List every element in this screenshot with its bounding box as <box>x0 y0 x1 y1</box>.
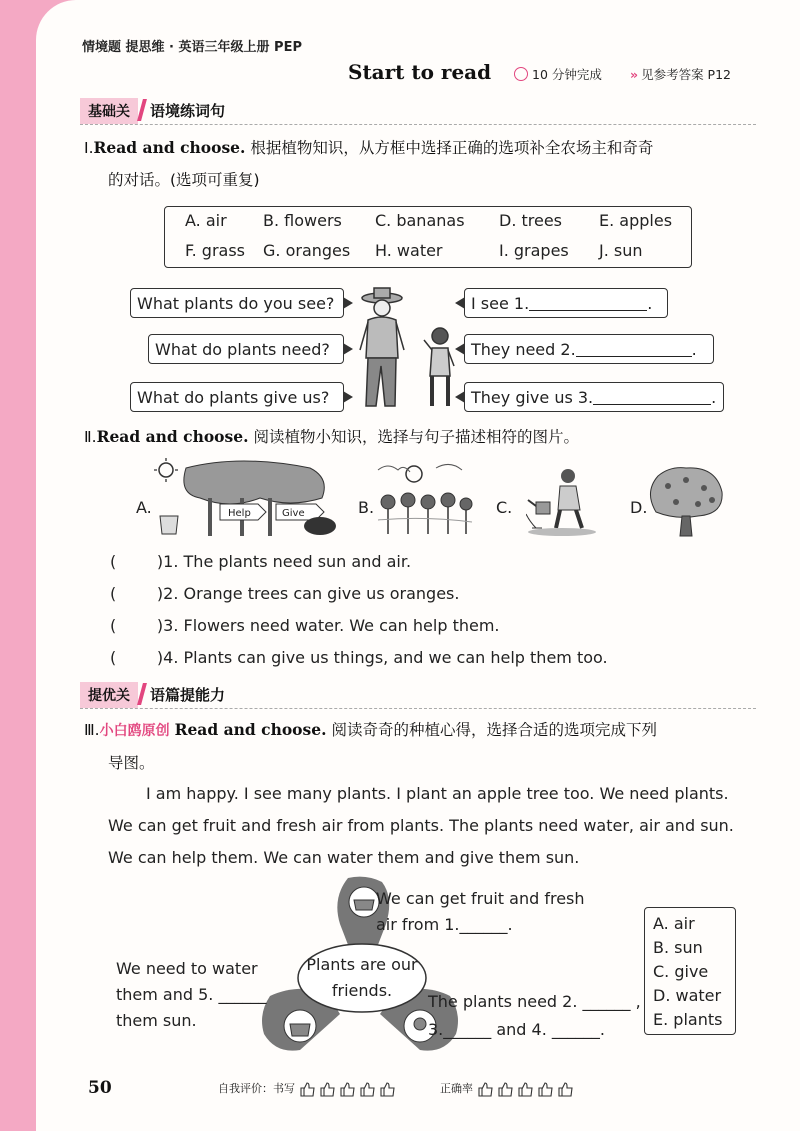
q2-instr: 阅读植物小知识，选择与句子描述相符的图片。 <box>253 428 579 446</box>
timer-text: 10 分钟完成 <box>532 67 602 82</box>
statement-text: The plants need sun and air. <box>183 552 412 571</box>
option: C. bananas <box>375 211 465 230</box>
sun-icon <box>159 463 173 477</box>
workbook-page <box>36 0 800 1131</box>
option: F. grass <box>185 241 246 260</box>
statement-text: Orange trees can give us oranges. <box>183 584 460 603</box>
q2-number: Ⅱ. <box>84 428 97 446</box>
left-branch-text <box>116 956 266 1034</box>
level-title: 语篇提能力 <box>150 686 226 704</box>
q3-number: Ⅲ. <box>84 721 100 739</box>
q1-instruction <box>84 132 764 196</box>
options-box <box>164 206 692 268</box>
q3-instr-1: 阅读奇奇的种植心得，选择合适的选项完成下列 <box>331 721 657 739</box>
answer-blank-3[interactable] <box>593 388 711 405</box>
q1-instr-2: 的对话。(选项可重复) <box>108 171 260 189</box>
self-evaluation <box>218 1080 399 1097</box>
level-tag: 提优关 <box>80 682 138 708</box>
sign-help: Help <box>228 508 251 519</box>
bubble-end: . <box>691 340 697 359</box>
statement-row <box>110 552 411 571</box>
right-text-2: 3.______ and 4. ______. <box>428 1020 605 1039</box>
qiqi-answer-3 <box>464 382 724 412</box>
potted-plants-icon <box>290 1024 310 1036</box>
left-text-1: We need to water <box>116 959 258 978</box>
q1-number: Ⅰ. <box>84 139 94 157</box>
q3-head: Read and choose. <box>174 720 327 739</box>
sunflower-icon <box>414 1018 426 1030</box>
level-divider <box>137 683 147 705</box>
picture-label-a: A. <box>136 498 152 517</box>
option: A. air <box>185 211 227 230</box>
answer-blank-2[interactable] <box>576 340 692 357</box>
statement-row <box>110 584 459 603</box>
statement-row <box>110 616 500 635</box>
timer-note <box>514 65 602 83</box>
option: J. sun <box>599 241 643 260</box>
page-number: 50 <box>88 1078 112 1098</box>
q3-instruction <box>84 714 764 779</box>
level-title: 语境练词句 <box>150 102 226 120</box>
bubble-text: What do plants give us? <box>137 388 330 407</box>
q2-instruction <box>84 421 764 453</box>
top-branch-text <box>376 886 585 938</box>
picture-a-help-give <box>150 458 336 538</box>
choice: C. give <box>653 962 709 981</box>
level-basic-header <box>80 98 756 125</box>
choice: B. sun <box>653 938 703 957</box>
bubble-text: I see 1. <box>471 294 530 313</box>
original-badge: 小白鸥原创 <box>99 723 170 739</box>
option: B. flowers <box>263 211 342 230</box>
q2-head: Read and choose. <box>96 427 249 446</box>
thumbs-up-icons[interactable] <box>299 1081 399 1097</box>
bubble-text: They give us 3. <box>471 388 594 407</box>
bubble-text: What plants do you see? <box>137 294 335 313</box>
top-text-2: air from 1.______. <box>376 915 513 934</box>
statement-text: Plants can give us things, and we can help them too. <box>183 648 608 667</box>
picture-b-sunflowers <box>374 460 474 536</box>
option: I. grapes <box>499 241 569 260</box>
answer-paren[interactable]: ( ) <box>110 552 164 571</box>
accuracy-rating <box>440 1080 577 1097</box>
option: G. oranges <box>263 241 351 260</box>
answer-paren[interactable]: ( ) <box>110 616 164 635</box>
q1-head: Read and choose. <box>93 138 246 157</box>
double-chevron-icon: » <box>630 67 639 82</box>
center-text: Plants are our friends. <box>306 955 418 1000</box>
farmer-question-3 <box>130 382 344 412</box>
statement-num: 2. <box>163 584 179 603</box>
right-branch-text <box>428 988 641 1044</box>
level-tag: 基础关 <box>80 98 138 124</box>
statement-text: Flowers need water. We can help them. <box>183 616 500 635</box>
level-advanced-header <box>80 682 756 709</box>
choices-box <box>644 907 736 1035</box>
page-title: Start to read <box>348 60 492 84</box>
answer-blank-1[interactable] <box>529 294 647 311</box>
reading-passage: I am happy. I see many plants. I plant an apple tree too. We need plants. We can get fruit and fresh air from plants. The plants need water, air and sun. We can help them. We can water them and give them sun. <box>108 784 734 867</box>
bubble-tail <box>343 297 353 309</box>
answer-ref-text: 见参考答案 P12 <box>641 67 731 82</box>
answer-ref <box>630 65 731 83</box>
farmer-question-2 <box>148 334 344 364</box>
statement-row <box>110 648 608 667</box>
sign-give: Give <box>282 508 305 519</box>
farmer-figure <box>360 288 404 406</box>
statement-num: 3. <box>163 616 179 635</box>
clock-icon <box>514 67 528 81</box>
picture-d-orange-tree <box>646 462 726 538</box>
statement-num: 4. <box>163 648 179 667</box>
bubble-end: . <box>647 294 653 313</box>
option: H. water <box>375 241 443 260</box>
left-text-2: them and 5. ______ <box>116 985 267 1004</box>
series-title: 情境题 提思维 · 英语三年级上册 PEP <box>82 40 302 55</box>
q1-instr-1: 根据植物知识，从方框中选择正确的选项补全农场主和奇奇 <box>250 139 654 157</box>
top-text-1: We can get fruit and fresh <box>376 889 585 908</box>
choice: A. air <box>653 914 695 933</box>
bubble-tail <box>343 391 353 403</box>
option: D. trees <box>499 211 563 230</box>
qiqi-answer-2 <box>464 334 714 364</box>
thumbs-up-icons[interactable] <box>477 1081 577 1097</box>
qiqi-answer-1 <box>464 288 668 318</box>
choice: D. water <box>653 986 722 1005</box>
farmer-question-1 <box>130 288 344 318</box>
self-eval-label: 自我评价：书写 <box>218 1082 295 1095</box>
right-text-1: The plants need 2. ______ , <box>428 992 641 1011</box>
level-divider <box>137 99 147 121</box>
picture-label-d: D. <box>630 498 648 517</box>
bubble-end: . <box>711 388 717 407</box>
accuracy-label: 正确率 <box>440 1082 473 1095</box>
answer-paren[interactable]: ( ) <box>110 584 164 603</box>
picture-label-c: C. <box>496 498 513 517</box>
bubble-text: They need 2. <box>471 340 576 359</box>
bubble-text: What do plants need? <box>155 340 330 359</box>
q3-instr-2: 导图。 <box>108 754 155 772</box>
fruit-basket-icon <box>354 900 374 910</box>
left-text-3: them sun. <box>116 1011 197 1030</box>
bubble-tail <box>343 343 353 355</box>
answer-paren[interactable]: ( ) <box>110 648 164 667</box>
farmer-and-boy-illustration <box>354 286 464 414</box>
option: E. apples <box>599 211 673 230</box>
picture-c-watering <box>526 466 598 536</box>
statement-num: 1. <box>163 552 179 571</box>
picture-label-b: B. <box>358 498 375 517</box>
boy-figure <box>424 328 454 406</box>
choice: E. plants <box>653 1010 723 1029</box>
